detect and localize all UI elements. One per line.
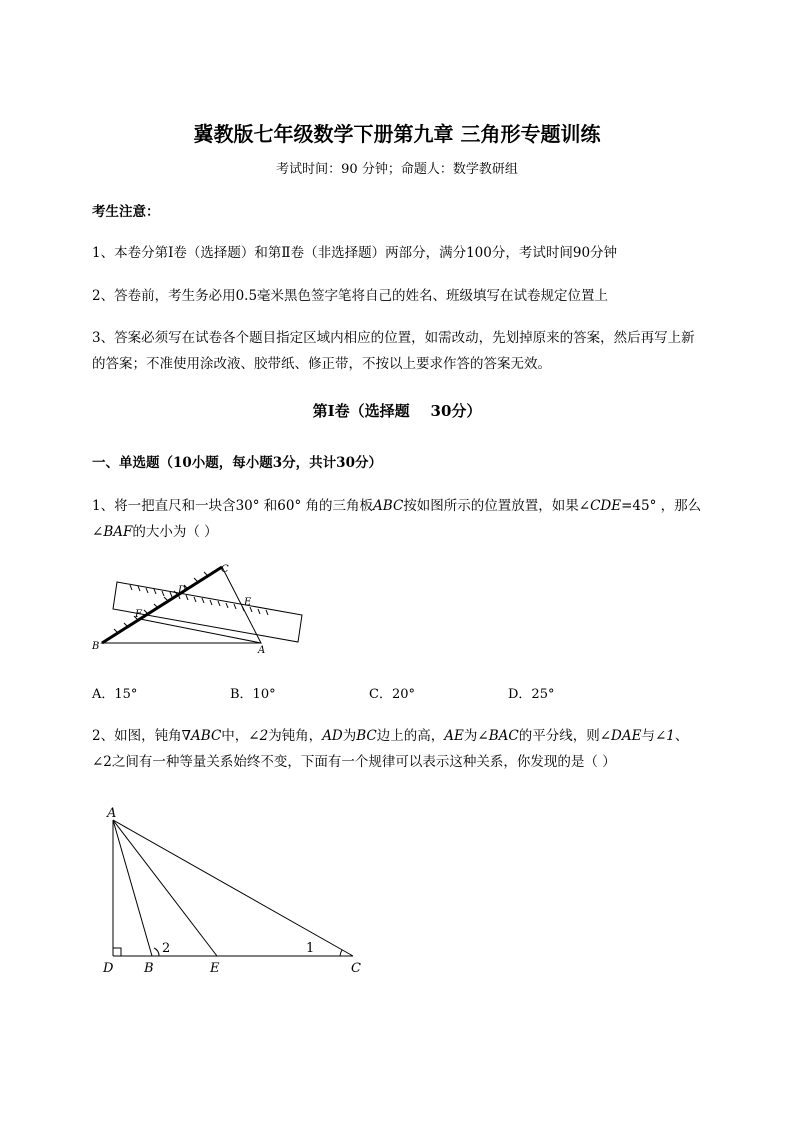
q1-figure <box>90 555 310 655</box>
label-f: F <box>135 609 142 620</box>
label-c: C <box>221 564 229 575</box>
q1-option-b[interactable]: B．10° <box>230 687 276 702</box>
q1-option-d[interactable]: D．25° <box>508 687 555 702</box>
notice-item-3-line-2: 的答案；不准使用涂改液、胶带纸、修正带，不按以上要求作答的答案无效。 <box>92 356 551 372</box>
part-heading: 第Ⅰ卷（选择题 30分） <box>312 402 482 420</box>
label-b: B <box>92 641 100 652</box>
label-c: C <box>351 961 361 976</box>
page-title: 冀教版七年级数学下册第九章 三角形专题训练 <box>193 122 601 146</box>
page-subtitle: 考试时间：90 分钟；命题人：数学教研组 <box>276 162 518 177</box>
notice-heading: 考生注意： <box>92 204 160 220</box>
q1-option-c[interactable]: C．20° <box>369 687 415 702</box>
label-d: D <box>103 961 114 976</box>
angle-2-arc <box>154 948 159 956</box>
notice-item-3-line-1: 3、答案必须写在试卷各个题目指定区域内相应的位置，如需改动，先划掉原来的答案，然后再写上新 <box>92 330 695 346</box>
q2-text-line-2: ∠2之间有一种等量关系始终不变，下面有一个规律可以表示这种关系，你发现的是（ ） <box>92 754 616 770</box>
segment-ae <box>113 820 217 956</box>
label-a: A <box>258 645 266 655</box>
q1-text-line-1: 1、将一把直尺和一块含30° 和60° 角的三角板ABC按如图所示的位置放置，如果∠CDE=45° ，那么 <box>92 498 702 514</box>
q2-figure <box>95 800 375 980</box>
q2-text-line-1: 2、如图，钝角∇ABC中，∠2为钝角，AD为BC边上的高，AE为∠BAC的平分线，则∠DAE与∠1、 <box>92 728 689 744</box>
notice-item-2: 2、答卷前，考生务必用0.5毫米黑色签字笔将自己的姓名、班级填写在试卷规定位置上 <box>92 288 609 304</box>
segment-ac <box>113 820 353 956</box>
q1-text-line-2: ∠BAF的大小为（ ） <box>92 524 218 540</box>
label-angle-2: 2 <box>162 941 171 956</box>
segment-ab <box>113 820 152 956</box>
right-angle-mark <box>113 948 121 956</box>
label-angle-1: 1 <box>306 941 315 956</box>
label-d: D <box>178 585 187 596</box>
label-b: B <box>144 961 154 976</box>
label-a: A <box>107 806 117 821</box>
segment-af <box>140 619 261 643</box>
section-heading: 一、单选题（10小题，每小题3分，共计30分） <box>92 455 382 471</box>
angle-1-arc <box>340 950 342 956</box>
label-e: E <box>244 597 252 608</box>
q1-option-a[interactable]: A．15° <box>92 687 138 702</box>
label-e: E <box>210 961 220 976</box>
notice-item-1: 1、本卷分第Ⅰ卷（选择题）和第Ⅱ卷（非选择题）两部分，满分100分，考试时间90分钟 <box>92 245 618 261</box>
